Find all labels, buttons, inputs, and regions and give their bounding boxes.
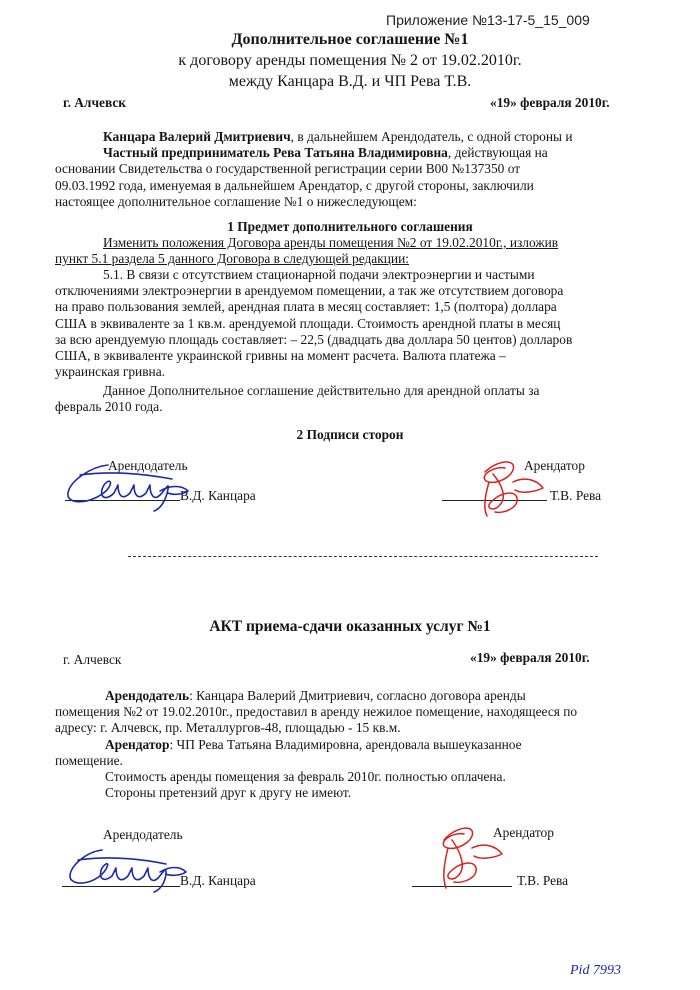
agreement-city: г. Алчевск: [63, 95, 126, 110]
validity-paragraph: [55, 383, 663, 415]
footer-note-text: Pid 7993: [570, 963, 621, 978]
clause-line-1: 5.1. В связи с отсутствием стационарной подачи электроэнергии и частыми: [103, 267, 535, 282]
act-line-5: помещение.: [55, 752, 123, 768]
act-tenant-label: Арендатор: [105, 736, 170, 752]
clause-line-5: за всю арендуемую площадь составляет: – 22,5 (двадцать два доллара 50 центов) долларов: [55, 331, 573, 347]
tenant-signature: [455, 452, 565, 522]
intro-line-1-rest: , в дальнейшем Арендодатель, с одной стороны и: [290, 129, 573, 144]
act-line-3: адресу: г. Алчевск, пр. Металлургов-48, площадью - 15 кв.м.: [55, 720, 401, 736]
act-landlord-signature: [62, 838, 202, 898]
act-body: [55, 688, 663, 801]
landlord-signature: [60, 455, 210, 515]
clause-line-3: на право пользования землей, арендная плата в месяц составляет: 1,5 (полтора) доллара: [55, 299, 557, 315]
reference-number: Приложение №13-17-5_15_009: [386, 12, 590, 28]
act-landlord-label: Арендодатель: [105, 688, 190, 703]
agreement-subtitle-parties: между Канцара В.Д. и ЧП Рева Т.В.: [228, 73, 472, 90]
act-line-2: помещения №2 от 19.02.2010г., предоставил в аренду нежилое помещение, находящееся по: [55, 704, 578, 720]
clause-line-6: США, в эквиваленте украинской гривны на момент расчета. Валюта платежа –: [55, 347, 506, 363]
act-paid-line: Стоимость аренды помещения за февраль 2010г. полностью оплачена.: [105, 768, 506, 784]
clause-line-4: США в эквиваленте за 1 кв.м. арендуемой площади. Стоимость арендной платы в месяц: [55, 315, 561, 331]
act-landlord-signature-label: Арендодатель: [103, 827, 183, 842]
agreement-intro: [55, 129, 663, 210]
intro-line-5: настоящее дополнительное соглашение №1 о нижеследующем:: [55, 193, 417, 209]
act-tenant-name: Т.В. Рева: [517, 873, 569, 888]
section-divider: [128, 556, 598, 557]
act-no-claims-line: Стороны претензий друг к другу не имеют.: [105, 785, 352, 801]
act-line-1-rest: : Канцара Валерий Дмитриевич, согласно договора аренды: [189, 688, 526, 703]
act-title: АКТ приема-сдачи оказанных услуг №1: [209, 618, 491, 635]
section-2-title: 2 Подписи сторон: [296, 427, 404, 442]
section-1-title: 1 Предмет дополнительного соглашения: [227, 219, 473, 234]
agreement-subtitle-contract: к договору аренды помещения № 2 от 19.02.2010г.: [178, 52, 522, 69]
validity-line-2: февраль 2010 года.: [55, 399, 163, 415]
act-date: «19» февраля 2010г.: [470, 650, 590, 665]
landlord-label: Арендодатель: [108, 458, 188, 473]
act-city: г. Алчевск: [63, 652, 122, 667]
tenant-name-bold: Частный предприниматель Рева Татьяна Владимировна: [103, 145, 448, 161]
act-landlord-name: В.Д. Канцара: [180, 873, 256, 888]
intro-line-4: 09.03.1992 года, именуемая в дальнейшем Арендатор, с другой стороны, заключили: [55, 177, 534, 193]
agreement-title: Дополнительное соглашение №1: [231, 31, 469, 48]
section-1-body: [55, 235, 663, 267]
act-tenant-signature: [418, 818, 518, 898]
intro-line-2-rest: , действующая на: [447, 145, 548, 161]
tenant-name: Т.В. Рева: [550, 488, 602, 503]
tenant-label: Арендатор: [524, 458, 585, 473]
act-line-4-rest: : ЧП Рева Татьяна Владимировна, арендовала вышеуказанное: [169, 736, 522, 752]
section-1-line-1: Изменить положения Договора аренды помещения №2 от 19.02.2010г., изложив: [103, 235, 559, 250]
validity-line-1: Данное Дополнительное соглашение действительно для арендной оплаты за: [103, 383, 540, 398]
intro-line-3: основании Свидетельства о государственной регистрации серии В00 №137350 от: [55, 161, 521, 177]
clause-5-1: [55, 267, 663, 380]
clause-line-7: украинская гривна.: [55, 364, 166, 380]
section-1-line-2: пункт 5.1 раздела 5 данного Договора в следующей редакции:: [55, 251, 409, 267]
footer-note: [570, 958, 670, 980]
landlord-name-bold: Канцара Валерий Дмитриевич: [103, 129, 291, 144]
agreement-date: «19» февраля 2010г.: [490, 95, 610, 110]
act-tenant-signature-label: Арендатор: [493, 825, 554, 840]
clause-line-2: отключениями электроэнергии в арендуемом помещении, а так же отсутствием договора: [55, 283, 564, 299]
landlord-name: В.Д. Канцара: [180, 488, 256, 503]
